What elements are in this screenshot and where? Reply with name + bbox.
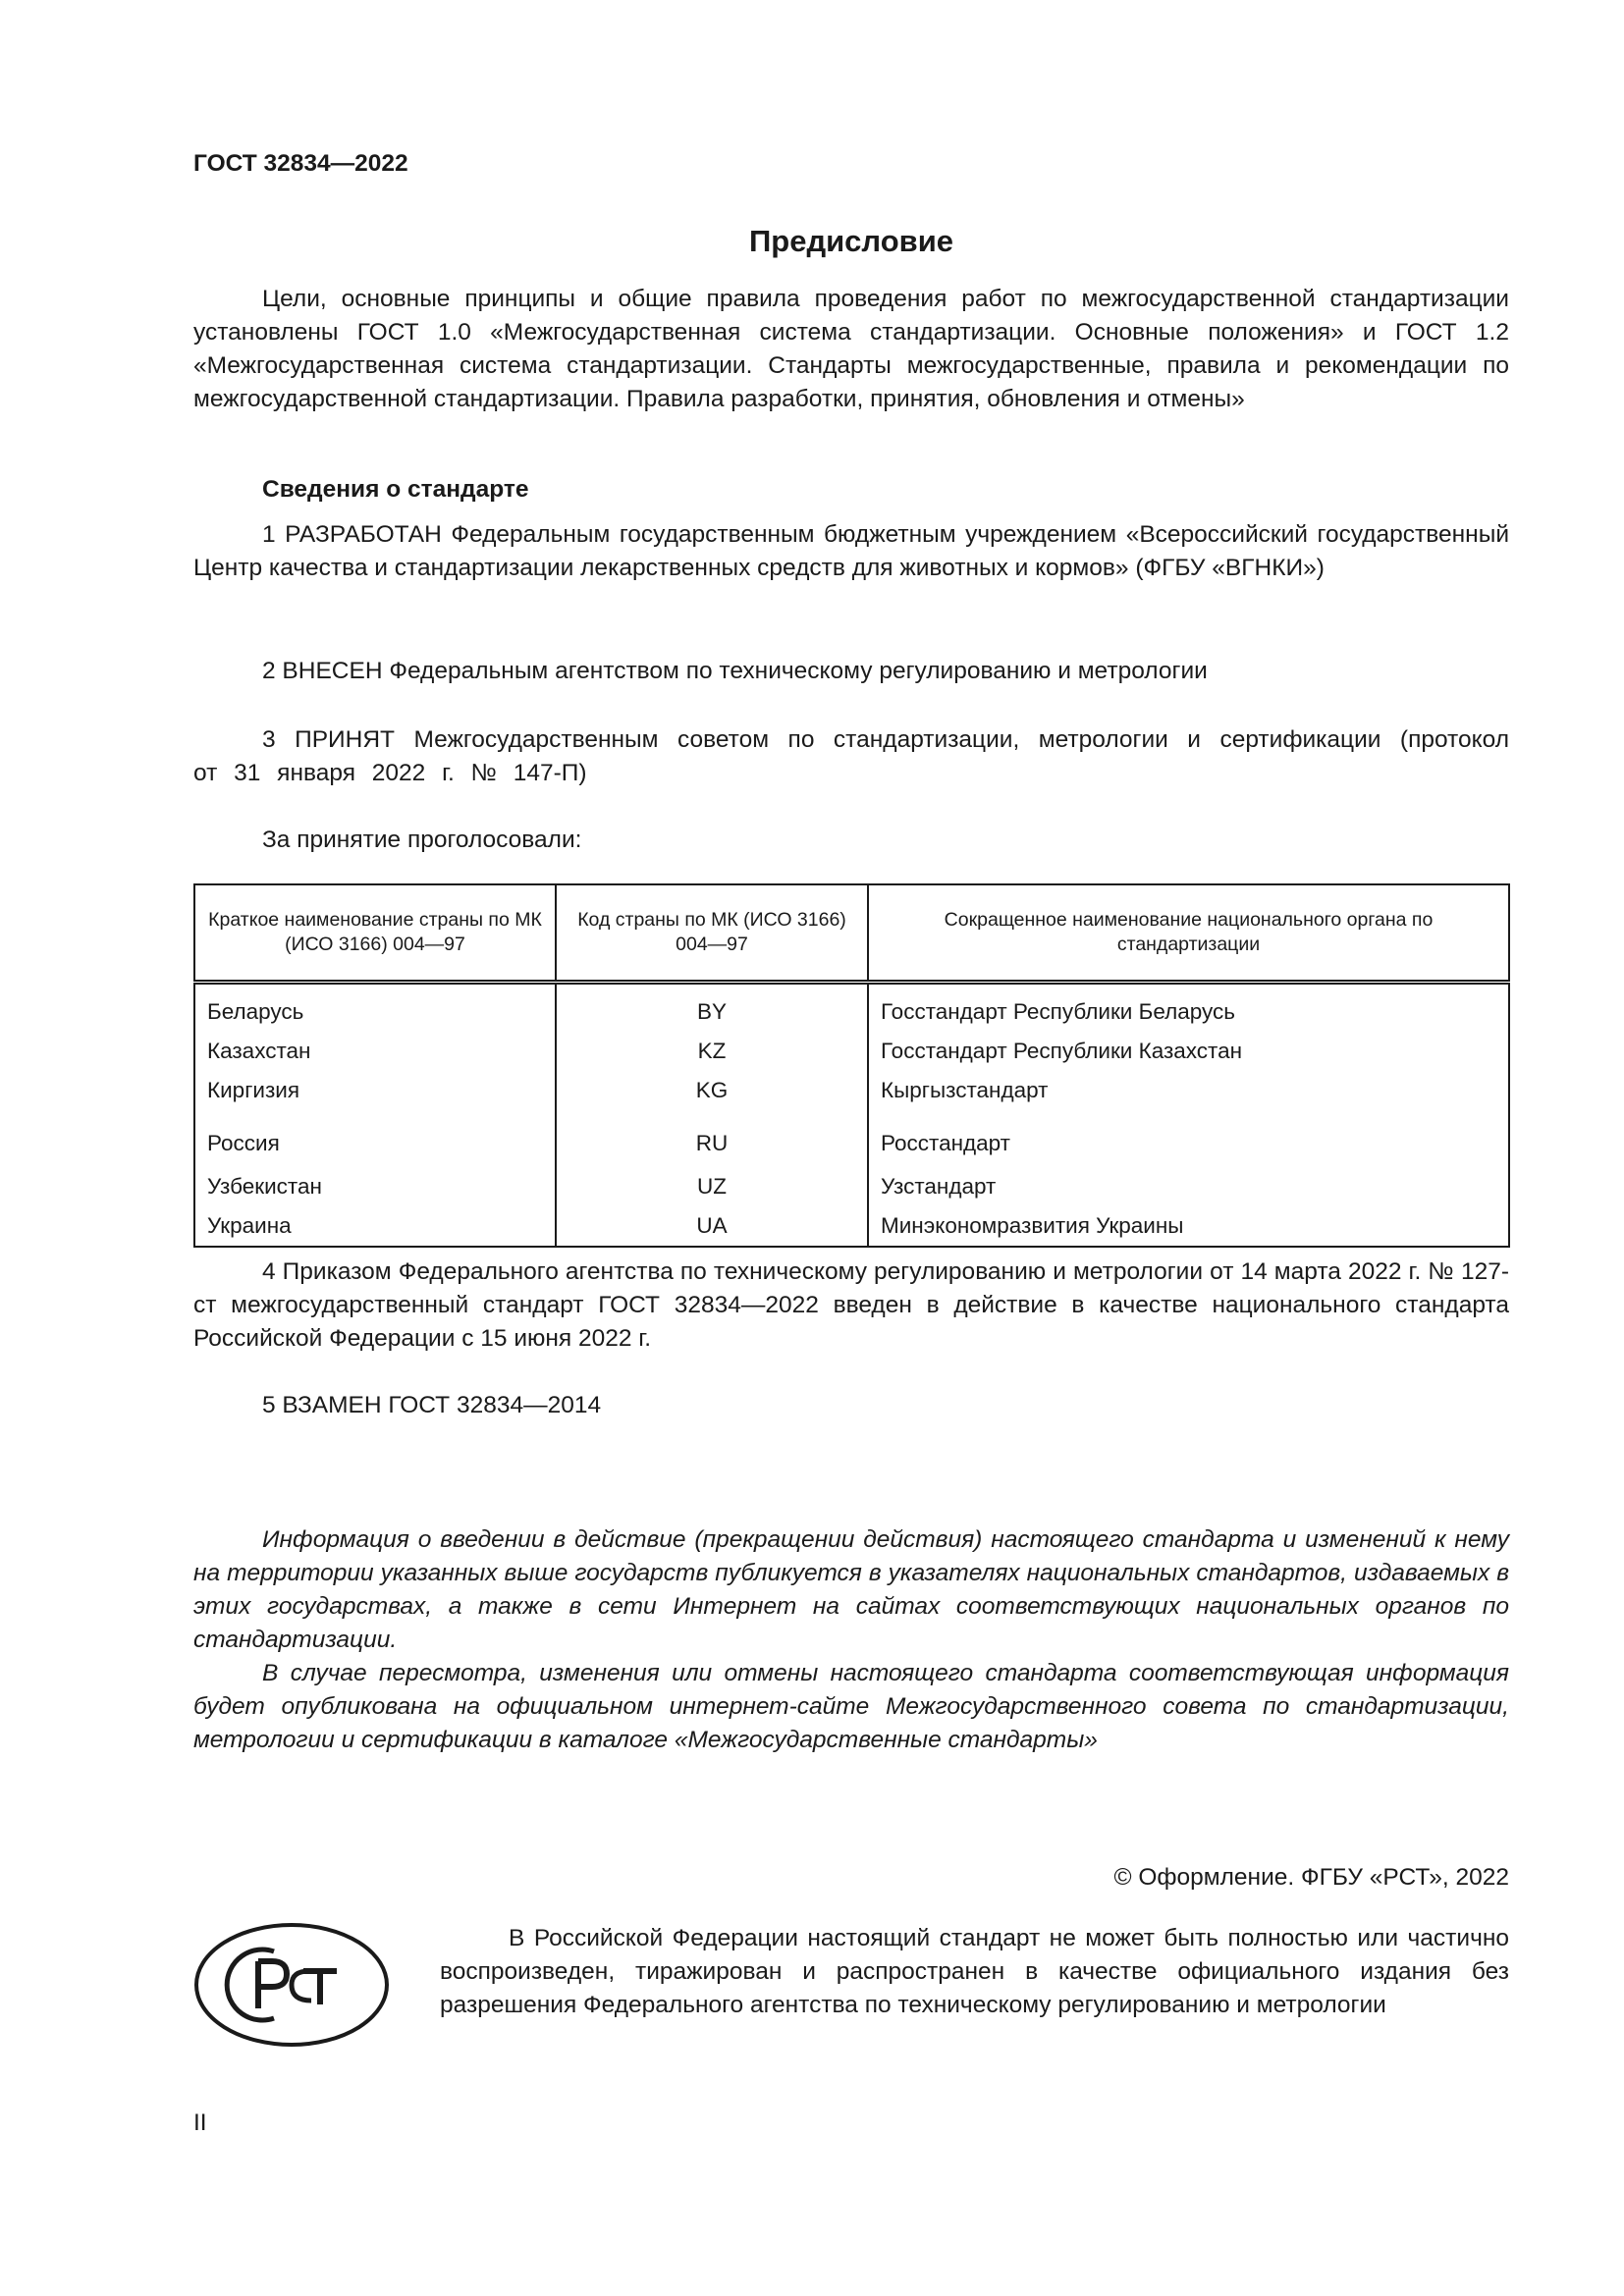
country-cell: Украина	[207, 1213, 292, 1238]
country-cell: Беларусь	[207, 999, 304, 1024]
section-heading: Сведения о стандарте	[262, 476, 529, 503]
copyright-notice: © Оформление. ФГБУ «РСТ», 2022	[1113, 1864, 1509, 1891]
table-row	[194, 1032, 1509, 1071]
country-cell: Казахстан	[207, 1039, 311, 1063]
rights-notice: В Российской Федерации настоящий стандарт не может быть полностью или частично воспроизведен, тиражирован и распространен в качестве официального издания без разрешения Федерального агентства по техническому регулированию и метрологии	[440, 1925, 1509, 2018]
rst-logo	[193, 1922, 390, 2048]
item-introduced: 2 ВНЕСЕН Федеральным агентством по техническому регулированию и метрологии	[262, 658, 1208, 684]
code-cell: UA	[556, 1206, 868, 1247]
voted-label: За принятие проголосовали:	[262, 827, 582, 853]
body-cell: Госстандарт Республики Казахстан	[868, 1032, 1509, 1071]
page-number: II	[193, 2109, 207, 2136]
table-row	[194, 1206, 1509, 1247]
table-header-country: Краткое наименование страны по МК (ИСО 3166) 004—97	[194, 884, 556, 983]
item-developed: 1 РАЗРАБОТАН Федеральным государственным бюджетным учреждением «Всероссийский государственный Центр качества и стандартизации лекарственных средств для животных и кормов» (ФГБУ «ВГНКИ»)	[193, 521, 1509, 581]
country-cell: Киргизия	[207, 1078, 300, 1102]
table-row	[194, 983, 1509, 1033]
code-cell: RU	[556, 1110, 868, 1167]
code-cell: BY	[556, 983, 868, 1033]
item-replaces: 5 ВЗАМЕН ГОСТ 32834—2014	[262, 1392, 602, 1418]
page-title: Предисловие	[748, 224, 953, 258]
body-cell: Госстандарт Республики Беларусь	[868, 983, 1509, 1033]
body-cell: Росстандарт	[868, 1110, 1509, 1167]
body-cell: Кыргызстандарт	[868, 1071, 1509, 1110]
voting-table	[193, 883, 1510, 1248]
table-row	[194, 1167, 1509, 1206]
body-cell: Минэкономразвития Украины	[868, 1206, 1509, 1247]
code-cell: KG	[556, 1071, 868, 1110]
country-cell: Россия	[207, 1131, 280, 1155]
table-header-row	[194, 884, 1509, 983]
table-header-body: Сокращенное наименование национального органа по стандартизации	[868, 884, 1509, 983]
table-header-code: Код страны по МК (ИСО 3166) 004—97	[556, 884, 868, 983]
intro-paragraph: Цели, основные принципы и общие правила проведения работ по межгосударственной стандартизации установлены ГОСТ 1.0 «Межгосударственная система стандартизации. Основные положения» и ГОСТ 1.2 «Межгосударственная система стандартизации. Стандарты межгосударственные, правила и рекомендации по межгосударственной стандартизации. Правила разработки, принятия, обновления и отмены»	[193, 286, 1509, 412]
table-row	[194, 1110, 1509, 1167]
document-code: ГОСТ 32834—2022	[193, 150, 408, 177]
code-cell: UZ	[556, 1167, 868, 1206]
item-adopted: 3 ПРИНЯТ Межгосударственным советом по стандартизации, метрологии и сертификации (протокол от 31 января 2022 г. № 147-П)	[193, 726, 1509, 786]
body-cell: Узстандарт	[868, 1167, 1509, 1206]
item-order: 4 Приказом Федерального агентства по техническому регулированию и метрологии от 14 марта 2022 г. № 127-ст межгосударственный стандарт ГОСТ 32834—2022 введен в действие в качестве национального стандарта Российской Федерации с 15 июня 2022 г.	[193, 1258, 1509, 1352]
rst-logo-mark	[193, 1922, 390, 2048]
table-row	[194, 1071, 1509, 1110]
note-info: Информация о введении в действие (прекращении действия) настоящего стандарта и изменений к нему на территории указанных выше государств публикуется в указателях национальных стандартов, издаваемых в этих государствах, а также в сети Интернет на сайтах соответствующих национальных органов по стандартизации.	[193, 1526, 1509, 1653]
country-cell: Узбекистан	[207, 1174, 322, 1199]
code-cell: KZ	[556, 1032, 868, 1071]
note-revision: В случае пересмотра, изменения или отмены настоящего стандарта соответствующая информация будет опубликована на официальном интернет-сайте Межгосударственного совета по стандартизации, метрологии и сертификации в каталоге «Межгосударственные стандарты»	[193, 1660, 1509, 1753]
